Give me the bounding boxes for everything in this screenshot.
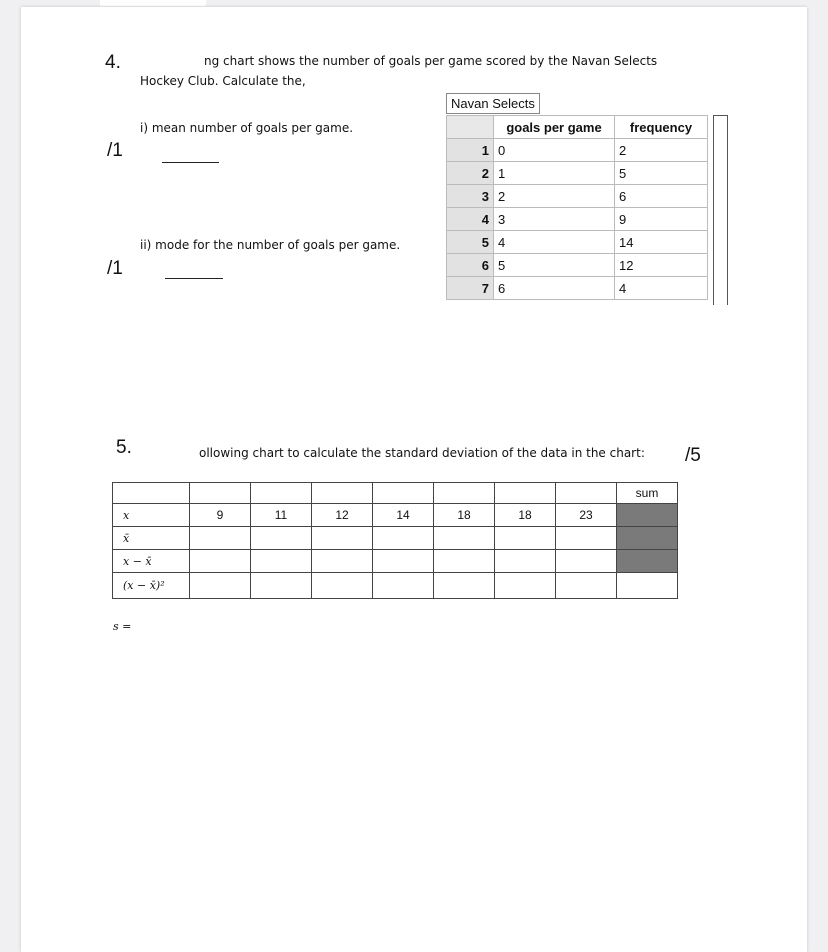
table-row (447, 208, 708, 231)
sheet-title: Navan Selects (446, 93, 540, 114)
row-number: 4 (447, 208, 494, 231)
answer-cell[interactable] (495, 573, 556, 599)
x-value-cell: 23 (556, 504, 617, 527)
question-4-part-i: i) mean number of goals per game. (140, 121, 354, 135)
goals-cell: 0 (494, 139, 615, 162)
goals-cell: 3 (494, 208, 615, 231)
table-row (113, 504, 678, 527)
goals-cell: 2 (494, 185, 615, 208)
question-4-intro-line1: ng chart shows the number of goals per game scored by the Navan Selects (204, 54, 658, 68)
frequency-cell: 4 (615, 277, 708, 300)
shaded-sum-cell (617, 504, 678, 527)
answer-cell[interactable] (251, 573, 312, 599)
table-row (447, 162, 708, 185)
question-4-part-ii: ii) mode for the number of goals per game. (140, 238, 401, 252)
answer-cell[interactable] (312, 527, 373, 550)
answer-cell[interactable] (373, 573, 434, 599)
table-row (113, 483, 678, 504)
frequency-cell: 5 (615, 162, 708, 185)
frequency-header: frequency (615, 116, 708, 139)
row-number: 6 (447, 254, 494, 277)
answer-blank-mode[interactable] (165, 278, 223, 279)
table-row (447, 139, 708, 162)
goals-cell: 6 (494, 277, 615, 300)
header-blank-cell (556, 483, 617, 504)
table-row (447, 185, 708, 208)
goals-frequency-table (446, 115, 708, 300)
question-5-instruction: ollowing chart to calculate the standard deviation of the data in the chart: (199, 446, 645, 460)
row-number: 3 (447, 185, 494, 208)
question-4-part-i-mark: /1 (107, 140, 123, 161)
table-row (447, 277, 708, 300)
sum-header: sum (617, 483, 678, 504)
answer-cell[interactable] (556, 573, 617, 599)
row-label-deviation: x − x̄ (113, 550, 190, 573)
goals-header: goals per game (494, 116, 615, 139)
goals-cell: 4 (494, 231, 615, 254)
table-row (113, 573, 678, 599)
answer-blank-mean[interactable] (162, 162, 219, 163)
answer-cell[interactable] (556, 527, 617, 550)
row-label-x: x (113, 504, 190, 527)
sheet-border-line (713, 115, 714, 305)
frequency-cell: 12 (615, 254, 708, 277)
row-number: 7 (447, 277, 494, 300)
answer-cell[interactable] (373, 550, 434, 573)
frequency-cell: 2 (615, 139, 708, 162)
sum-answer-cell[interactable] (617, 573, 678, 599)
sheet-border-top (713, 115, 727, 116)
row-label-mean: x̄ (113, 527, 190, 550)
answer-cell[interactable] (434, 550, 495, 573)
x-value-cell: 18 (434, 504, 495, 527)
std-dev-table (112, 482, 678, 599)
question-5-mark: /5 (685, 445, 701, 466)
answer-cell[interactable] (190, 573, 251, 599)
header-blank-cell (373, 483, 434, 504)
frequency-cell: 6 (615, 185, 708, 208)
answer-cell[interactable] (434, 527, 495, 550)
x-value-cell: 11 (251, 504, 312, 527)
frequency-cell: 14 (615, 231, 708, 254)
x-value-cell: 14 (373, 504, 434, 527)
answer-cell[interactable] (251, 550, 312, 573)
shaded-sum-cell (617, 527, 678, 550)
answer-cell[interactable] (434, 573, 495, 599)
header-blank-cell (113, 483, 190, 504)
answer-cell[interactable] (312, 550, 373, 573)
row-label-squared-deviation: (x − x̄)² (113, 573, 190, 599)
header-blank-cell (495, 483, 556, 504)
row-number: 1 (447, 139, 494, 162)
answer-cell[interactable] (190, 550, 251, 573)
question-5-number: 5. (116, 437, 132, 458)
goals-cell: 5 (494, 254, 615, 277)
x-value-cell: 9 (190, 504, 251, 527)
question-4-number: 4. (105, 52, 121, 73)
std-dev-answer-label: s = (113, 620, 132, 633)
x-value-cell: 18 (495, 504, 556, 527)
table-row (447, 231, 708, 254)
x-value-cell: 12 (312, 504, 373, 527)
answer-cell[interactable] (190, 527, 251, 550)
question-4-intro-line2: Hockey Club. Calculate the, (140, 74, 306, 88)
top-tab-strip (100, 0, 206, 6)
corner-cell (447, 116, 494, 139)
header-blank-cell (190, 483, 251, 504)
row-number: 2 (447, 162, 494, 185)
frequency-cell: 9 (615, 208, 708, 231)
row-number: 5 (447, 231, 494, 254)
answer-cell[interactable] (495, 527, 556, 550)
header-blank-cell (434, 483, 495, 504)
sheet-border-line (727, 115, 728, 305)
table-row (113, 527, 678, 550)
question-4-part-ii-mark: /1 (107, 258, 123, 279)
answer-cell[interactable] (251, 527, 312, 550)
header-blank-cell (312, 483, 373, 504)
answer-cell[interactable] (495, 550, 556, 573)
goals-cell: 1 (494, 162, 615, 185)
table-row (113, 550, 678, 573)
table-row (447, 254, 708, 277)
worksheet-page (21, 7, 807, 952)
shaded-sum-cell (617, 550, 678, 573)
header-blank-cell (251, 483, 312, 504)
answer-cell[interactable] (312, 573, 373, 599)
answer-cell[interactable] (556, 550, 617, 573)
answer-cell[interactable] (373, 527, 434, 550)
